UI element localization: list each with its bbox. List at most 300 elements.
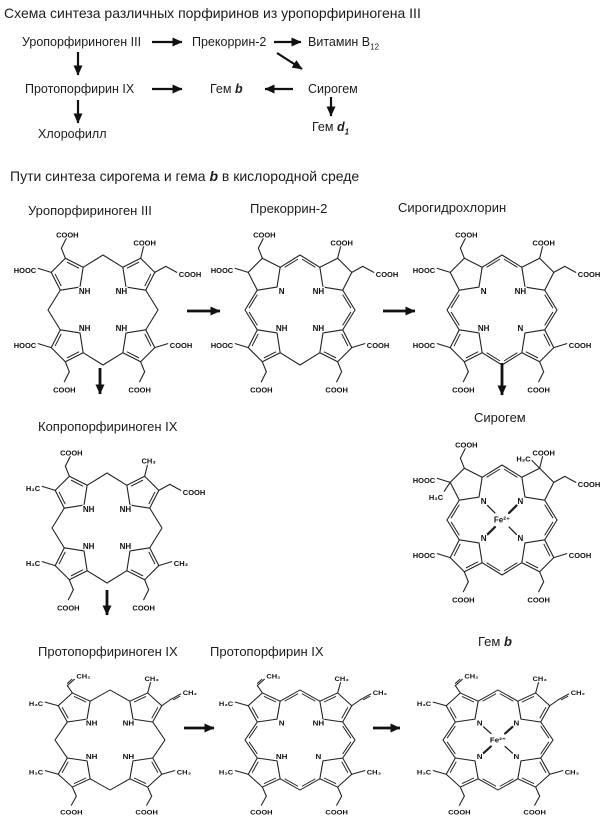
meso-bridge-bottom bbox=[482, 563, 522, 575]
ring-nitrogen-label: NH bbox=[275, 323, 288, 333]
substituent-label: HOOC bbox=[412, 551, 436, 561]
macrocycle bbox=[14, 231, 202, 395]
meso-bridge-left bbox=[48, 290, 60, 330]
macrocycle bbox=[219, 673, 387, 817]
bond bbox=[437, 268, 450, 272]
meso-bridge-bottom bbox=[478, 779, 518, 790]
bond bbox=[454, 334, 460, 345]
bond bbox=[324, 352, 335, 358]
bond bbox=[462, 778, 473, 783]
bond bbox=[55, 274, 61, 285]
substituent-label: CH₂ bbox=[372, 689, 387, 697]
bond bbox=[55, 334, 61, 345]
bond bbox=[162, 699, 171, 705]
bond bbox=[131, 570, 142, 576]
meso-bridge-right bbox=[343, 290, 355, 330]
bond bbox=[464, 572, 468, 582]
bond bbox=[522, 778, 533, 783]
bond bbox=[262, 787, 266, 796]
pyrrole-ring-ne bbox=[320, 258, 352, 290]
substituent-label: COOH bbox=[60, 448, 83, 458]
substituent-label: COOH bbox=[330, 238, 353, 248]
pyrrole-ring-se bbox=[522, 540, 554, 572]
ring-nitrogen-label: NH bbox=[115, 287, 128, 297]
bond bbox=[540, 572, 544, 582]
pyrrole-ring-nw bbox=[450, 468, 482, 500]
ring-nitrogen-label: N bbox=[480, 533, 487, 543]
substituent-label: CH₂ bbox=[464, 672, 479, 681]
ring-nitrogen-label: NH bbox=[122, 719, 135, 728]
meso-bridge-bottom bbox=[280, 779, 320, 790]
bond bbox=[144, 590, 149, 600]
ring-nitrogen-label: NH bbox=[275, 752, 288, 761]
pyrrole-ring-se bbox=[123, 330, 155, 362]
bond bbox=[264, 778, 275, 783]
bond bbox=[342, 334, 348, 345]
bond bbox=[71, 570, 82, 576]
bond bbox=[42, 562, 55, 566]
pyrrole-ring-ne bbox=[127, 476, 159, 508]
substituent-label: HOOC bbox=[13, 341, 37, 351]
pyrrole-ring-ne bbox=[522, 468, 554, 500]
structure-title-protogen9: Протопорфириноген IX bbox=[38, 644, 178, 659]
bond bbox=[337, 796, 342, 805]
bond bbox=[71, 480, 82, 486]
meso-bridge-bottom bbox=[90, 779, 130, 790]
ring-nitrogen-label: NH bbox=[477, 323, 490, 333]
bond bbox=[433, 771, 446, 775]
bond bbox=[526, 562, 537, 568]
pyrrole-ring-ne bbox=[123, 258, 155, 290]
bond bbox=[338, 246, 341, 258]
substituent-label: CH₃ bbox=[334, 675, 349, 684]
bond bbox=[460, 248, 464, 258]
pyrrole-ring-se bbox=[130, 758, 162, 787]
structure-title-precorrin2: Прекоррин-2 bbox=[250, 201, 328, 216]
flow-node-precorrin-2: Прекоррин-2 bbox=[192, 35, 267, 49]
flow-node-heme-d1: Гем $d_1$ bbox=[312, 120, 350, 137]
bond bbox=[152, 708, 158, 718]
substituent-label: H₃C bbox=[25, 559, 41, 569]
bond bbox=[433, 702, 446, 706]
ring-nitrogen-label: N bbox=[517, 533, 524, 543]
bond bbox=[145, 580, 149, 590]
bond bbox=[235, 702, 248, 706]
substituent-label: COOH bbox=[452, 385, 475, 395]
bond bbox=[522, 697, 533, 702]
substituent-label: COOH bbox=[527, 595, 550, 605]
pyrrole-ring-ne bbox=[518, 693, 550, 722]
ring-nitrogen-label: NH bbox=[514, 287, 527, 297]
substituent-label: H₃C bbox=[516, 454, 531, 464]
macrocycle bbox=[413, 441, 600, 605]
substituent-label: COOH bbox=[53, 385, 76, 395]
meso-bridge-right bbox=[545, 500, 557, 540]
substituent-label: H₃C bbox=[416, 700, 432, 708]
substituent-label: COOH bbox=[56, 230, 79, 240]
bond bbox=[127, 352, 138, 358]
meso-bridge-top bbox=[482, 465, 522, 477]
bond bbox=[550, 771, 563, 775]
bond bbox=[466, 352, 477, 358]
bond bbox=[69, 580, 73, 590]
ring-nitrogen-label: NH bbox=[85, 719, 98, 728]
bond bbox=[509, 506, 516, 513]
substituent-label: COOH bbox=[568, 551, 592, 561]
bond bbox=[131, 480, 142, 486]
flow-node-siroheme: Сирогем bbox=[308, 82, 358, 96]
structure-sirohydrochlorin bbox=[402, 222, 600, 398]
substituent-label: COOH bbox=[452, 595, 475, 605]
bond bbox=[264, 697, 275, 702]
bond bbox=[554, 344, 567, 348]
ring-nitrogen-label: N bbox=[480, 497, 487, 507]
main-title: Схема синтеза различных порфиринов из уропорфириногена III bbox=[4, 5, 421, 21]
ring-nitrogen-label: NH bbox=[312, 719, 325, 728]
substituent-label: H₃C bbox=[28, 700, 44, 708]
flow-node-heme-b: Гем b bbox=[210, 82, 243, 96]
bond bbox=[554, 554, 567, 558]
substituent-label: COOH bbox=[128, 385, 151, 395]
bond bbox=[539, 582, 544, 592]
bond bbox=[72, 787, 76, 796]
bond bbox=[342, 708, 348, 718]
meso-bridge-right bbox=[541, 722, 553, 758]
structure-siroheme bbox=[402, 432, 600, 608]
bond bbox=[464, 362, 468, 372]
ring-nitrogen-label: N bbox=[480, 287, 487, 297]
flow-node-chlorophyll: Хлорофилл bbox=[38, 127, 107, 141]
substituent-label: H₃C bbox=[28, 768, 44, 777]
bond bbox=[67, 686, 72, 693]
bond bbox=[352, 344, 365, 348]
substituent-label: COOH bbox=[523, 808, 546, 817]
structure-precorrin-2 bbox=[200, 222, 400, 398]
bond bbox=[459, 796, 464, 805]
bond bbox=[141, 246, 144, 258]
meso-bridge-bottom bbox=[83, 353, 123, 365]
bond bbox=[437, 344, 450, 348]
pyrrole-ring-nw bbox=[248, 258, 280, 290]
macrocycle bbox=[413, 231, 600, 395]
pyrrole-ring-sw bbox=[450, 330, 482, 362]
bond bbox=[444, 482, 450, 491]
pyrrole-ring-nw bbox=[55, 476, 87, 508]
bond bbox=[262, 362, 266, 372]
substituent-label: CH₃ bbox=[176, 768, 192, 777]
ring-nitrogen-label: N bbox=[278, 287, 285, 297]
bond bbox=[67, 262, 78, 268]
ring-nitrogen-label: N bbox=[517, 323, 524, 333]
substituent-label: H₃C bbox=[25, 483, 41, 493]
bond bbox=[235, 268, 248, 272]
ring-nitrogen-label: NH bbox=[119, 505, 132, 515]
bond bbox=[526, 352, 537, 358]
substituent-label: COOH bbox=[60, 808, 83, 817]
bond bbox=[536, 787, 540, 796]
substituent-label: COOH bbox=[178, 269, 202, 279]
bond bbox=[166, 266, 177, 272]
structure-title-sirohydrochlorin: Сирогидрохлорин bbox=[398, 200, 507, 215]
bond bbox=[484, 746, 491, 753]
bond bbox=[488, 527, 495, 534]
meso-bridge-right bbox=[153, 722, 165, 758]
ring-nitrogen-label: N bbox=[278, 719, 285, 728]
substituent-label: H₃C bbox=[416, 768, 432, 777]
macrocycle bbox=[29, 673, 197, 817]
bond bbox=[554, 476, 565, 482]
ring-nitrogen-label: NH bbox=[115, 323, 128, 333]
substituent-label: CH₂ bbox=[182, 689, 197, 697]
bond bbox=[352, 771, 365, 775]
substituent-label: HOOC bbox=[210, 341, 234, 351]
pyrrole-ring-se bbox=[522, 330, 554, 362]
substituent-label: COOH bbox=[250, 808, 273, 817]
bond bbox=[252, 762, 258, 772]
bond bbox=[71, 796, 76, 805]
meso-bridge-left bbox=[447, 290, 459, 330]
bond bbox=[261, 796, 266, 805]
pyrrole-ring-se bbox=[127, 548, 159, 580]
bond bbox=[462, 697, 473, 702]
substituent-label: COOH bbox=[57, 603, 80, 613]
bond bbox=[536, 682, 539, 693]
bond bbox=[540, 362, 544, 372]
bond bbox=[65, 466, 69, 476]
bond bbox=[540, 246, 543, 258]
pyrrole-ring-nw bbox=[450, 258, 482, 290]
pyrrole-ring-sw bbox=[55, 548, 87, 580]
substituent-label: HOOC bbox=[412, 341, 436, 351]
bond bbox=[565, 266, 576, 272]
substituent-label: COOH bbox=[366, 341, 390, 351]
bond bbox=[484, 727, 491, 734]
meso-bridge-left bbox=[52, 508, 64, 548]
substituent-label: CH₃ bbox=[532, 675, 547, 684]
substituent-label: CH₂ bbox=[266, 672, 281, 681]
bond bbox=[159, 562, 172, 566]
section-title: Пути синтеза сирогема и гема b в кислородной среде bbox=[10, 168, 360, 184]
bond bbox=[148, 682, 151, 693]
substituent-label: COOH bbox=[568, 341, 592, 351]
structure-heme-b bbox=[398, 660, 598, 820]
structure-protoporphyrinogen-ix bbox=[10, 660, 210, 820]
bond bbox=[261, 372, 266, 382]
meso-bridge-left bbox=[245, 290, 257, 330]
meso-bridge-top bbox=[280, 690, 320, 701]
ring-nitrogen-label: N bbox=[476, 752, 483, 761]
bond bbox=[145, 464, 148, 476]
macrocycle bbox=[417, 673, 585, 817]
pyrrole-ring-sw bbox=[51, 330, 83, 362]
bond bbox=[127, 262, 138, 268]
substituent-label: COOH bbox=[532, 238, 555, 248]
substituent-label: HOOC bbox=[412, 475, 436, 485]
bond bbox=[42, 486, 55, 490]
bond bbox=[544, 334, 550, 345]
pyrrole-ring-sw bbox=[248, 758, 280, 787]
pyrrole-ring-sw bbox=[248, 330, 280, 362]
bond bbox=[342, 762, 348, 772]
bond bbox=[65, 362, 69, 372]
macrocycle bbox=[26, 449, 205, 613]
bond bbox=[134, 778, 145, 783]
substituent-label: COOH bbox=[455, 440, 478, 450]
bond bbox=[159, 484, 170, 490]
structure-title-copro9: Копропорфириноген IX bbox=[38, 419, 178, 434]
substituent-label: COOH bbox=[182, 487, 206, 497]
bond bbox=[74, 778, 85, 783]
bond bbox=[38, 268, 51, 272]
flow-node-vitamin-b12: Витамин $В_{12}$ bbox=[308, 35, 380, 52]
meso-bridge-top bbox=[482, 255, 522, 267]
substituent-label: CH₃ bbox=[564, 768, 580, 777]
bond bbox=[437, 478, 450, 482]
meso-bridge-bottom bbox=[482, 353, 522, 365]
ring-nitrogen-label: N bbox=[513, 719, 520, 728]
substituent-label: COOH bbox=[577, 479, 600, 489]
structure-protoporphyrin-ix bbox=[200, 660, 400, 820]
ring-nitrogen-label: NH bbox=[82, 541, 95, 551]
meso-bridge-right bbox=[146, 290, 158, 330]
substituent-label: COOH bbox=[250, 385, 273, 395]
bond bbox=[252, 334, 258, 345]
substituent-label: COOH bbox=[325, 808, 348, 817]
substituent-label: COOH bbox=[455, 230, 478, 240]
bond bbox=[235, 344, 248, 348]
macrocycle bbox=[211, 231, 399, 395]
bond bbox=[463, 372, 468, 382]
bond bbox=[460, 787, 464, 796]
structure-coproporphyrinogen-ix bbox=[7, 440, 207, 616]
bond bbox=[62, 762, 68, 772]
structure-title-proto9: Протопорфирин IX bbox=[210, 644, 324, 659]
substituent-label: HOOC bbox=[412, 265, 436, 275]
pyrrole-ring-sw bbox=[58, 758, 90, 787]
bond bbox=[140, 372, 145, 382]
bond bbox=[338, 362, 342, 372]
structure-title-siroheme: Сирогем bbox=[474, 410, 526, 425]
substituent-label: CH₃ bbox=[366, 768, 382, 777]
bond bbox=[554, 266, 565, 272]
substituent-label: COOH bbox=[133, 238, 156, 248]
bond bbox=[74, 697, 85, 702]
meso-bridge-right bbox=[343, 722, 355, 758]
bond bbox=[532, 460, 540, 468]
bond bbox=[141, 362, 145, 372]
pyrrole-ring-nw bbox=[446, 693, 478, 722]
pyrrole-ring-se bbox=[320, 758, 352, 787]
bond bbox=[149, 552, 155, 563]
pyrrole-ring-ne bbox=[522, 258, 554, 290]
flow-arrow bbox=[277, 53, 302, 69]
bond bbox=[67, 352, 78, 358]
ring-nitrogen-label: N bbox=[476, 719, 483, 728]
meso-bridge-left bbox=[447, 500, 459, 540]
bond bbox=[550, 699, 559, 705]
meso-bridge-top bbox=[280, 255, 320, 267]
bond bbox=[540, 708, 546, 718]
bond bbox=[466, 562, 477, 568]
bond bbox=[148, 787, 152, 796]
bond bbox=[540, 456, 543, 468]
pyrrole-ring-sw bbox=[450, 540, 482, 572]
bond bbox=[352, 266, 363, 272]
pyrrole-ring-ne bbox=[130, 693, 162, 722]
bond bbox=[363, 266, 374, 272]
substituent-label: COOH bbox=[577, 269, 600, 279]
ring-nitrogen-label: NH bbox=[78, 323, 91, 333]
ring-nitrogen-label: NH bbox=[119, 541, 132, 551]
substituent-label: COOH bbox=[448, 808, 471, 817]
substituent-label: COOH bbox=[169, 341, 193, 351]
ring-nitrogen-label: NH bbox=[122, 752, 135, 761]
ring-nitrogen-label: N bbox=[513, 752, 520, 761]
substituent-label: CH₃ bbox=[141, 456, 156, 466]
substituent-label: COOH bbox=[135, 808, 158, 817]
bond bbox=[170, 484, 181, 490]
iron-center-label: Fe²⁺ bbox=[493, 515, 511, 525]
meso-bridge-left bbox=[443, 722, 455, 758]
ring-nitrogen-label: N bbox=[315, 752, 322, 761]
bond bbox=[64, 372, 69, 382]
meso-bridge-top bbox=[83, 255, 123, 267]
bond bbox=[565, 476, 576, 482]
meso-bridge-right bbox=[545, 290, 557, 330]
bond bbox=[152, 762, 158, 772]
bond bbox=[59, 552, 65, 563]
structure-uroporphyrinogen-iii bbox=[3, 222, 203, 398]
bond bbox=[338, 682, 341, 693]
substituent-label: H₃C bbox=[218, 700, 234, 708]
iron-center-label: Fe²⁺ bbox=[489, 735, 507, 745]
bond bbox=[324, 778, 335, 783]
bond bbox=[338, 787, 342, 796]
substituent-label: COOH bbox=[375, 269, 399, 279]
bond bbox=[535, 796, 540, 805]
meso-bridge-right bbox=[150, 508, 162, 548]
bond bbox=[505, 746, 512, 753]
bond bbox=[155, 266, 166, 272]
bond bbox=[455, 686, 460, 693]
substituent-label: COOH bbox=[527, 385, 550, 395]
bond bbox=[147, 796, 152, 805]
flow-node-uroporphyrinogen-iii: Уропорфириноген III bbox=[22, 35, 142, 49]
bond bbox=[149, 492, 155, 503]
bond bbox=[539, 372, 544, 382]
bond bbox=[352, 699, 361, 705]
substituent-label: COOH bbox=[132, 603, 155, 613]
substituent-label: CH₃ bbox=[173, 559, 189, 569]
bond bbox=[155, 344, 168, 348]
pyrrole-ring-nw bbox=[248, 693, 280, 722]
bond bbox=[62, 708, 68, 718]
bond bbox=[45, 771, 58, 775]
bond bbox=[145, 274, 151, 285]
bond bbox=[488, 506, 495, 513]
ring-nitrogen-label: NH bbox=[78, 287, 91, 297]
meso-bridge-left bbox=[245, 722, 257, 758]
meso-bridge-bottom bbox=[280, 353, 320, 365]
substituent-label: COOH bbox=[253, 230, 276, 240]
ring-nitrogen-label: NH bbox=[312, 323, 325, 333]
bond bbox=[257, 686, 262, 693]
meso-bridge-bottom bbox=[87, 571, 127, 583]
bond bbox=[505, 727, 512, 734]
substituent-label: COOH bbox=[325, 385, 348, 395]
ring-nitrogen-label: NH bbox=[312, 287, 325, 297]
bond bbox=[463, 582, 468, 592]
